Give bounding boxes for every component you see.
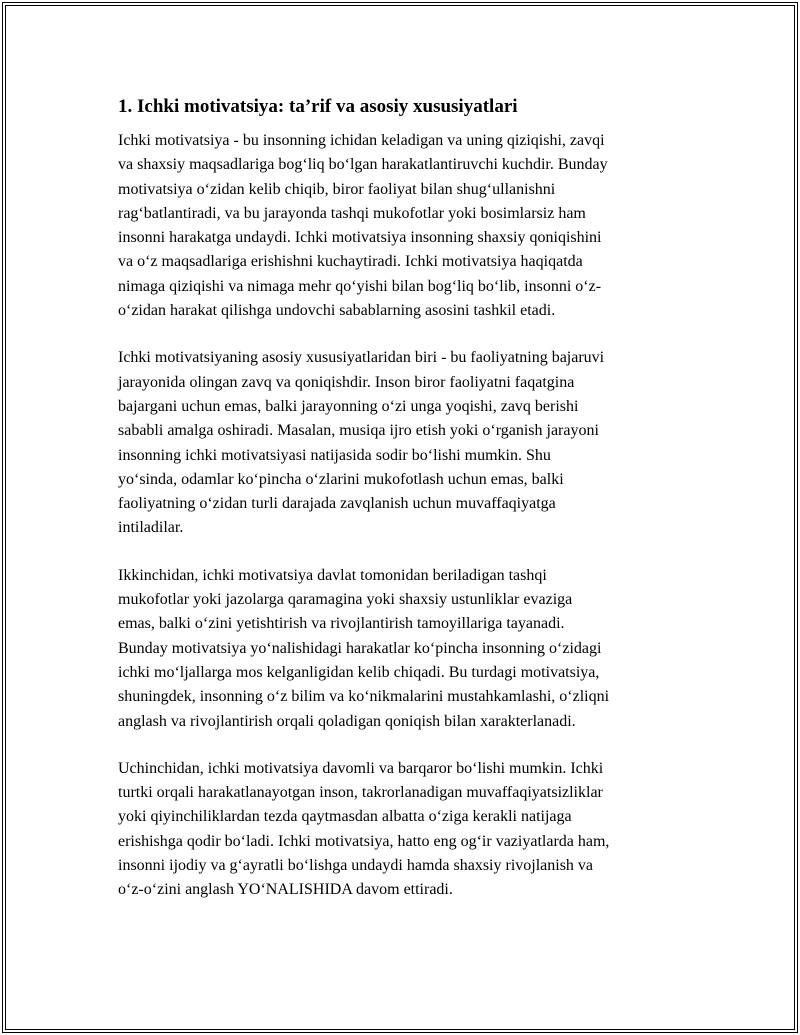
text-line: erishishga qodir bo‘ladi. Ichki motivatsiya, hatto eng og‘ir vaziyatlarda ham, xyxy=(118,832,610,850)
text-line: ichki mo‘ljallarga mos kelganligidan kelib chiqadi. Bu turdagi motivatsiya, xyxy=(118,663,600,681)
text-line: insonning ichki motivatsiyasi natijasida sodir bo‘lishi mumkin. Shu xyxy=(118,446,551,464)
paragraph-2 xyxy=(118,346,686,540)
text-line: insonni ijodiy va g‘ayratli bo‘lishga undaydi hamda shaxsiy rivojlanish va xyxy=(118,857,594,875)
text-line: motivatsiya o‘zidan kelib chiqib, biror faoliyat bilan shug‘ullanishni xyxy=(118,180,556,198)
paragraph-1 xyxy=(118,129,686,323)
text-line: shuningdek, insonning o‘z bilim va ko‘nikmalarini mustahkamlashi, o‘zliqni xyxy=(118,688,610,706)
text-line: va shaxsiy maqsadlariga bog‘liq bo‘lgan harakatlantiruvchi kuchdir. Bunday xyxy=(118,156,608,174)
text-line: Ichki motivatsiyaning asosiy xususiyatlaridan biri - bu faoliyatning bajaruvi xyxy=(118,349,605,367)
text-line: jarayonida olingan zavq va qoniqishdir. Inson biror faoliyatni faqatgina xyxy=(118,373,575,391)
text-line: emas, balki o‘zini yetishtirish va rivojlantirish tamoyillariga tayanadi. xyxy=(118,615,565,633)
text-line: bajargani uchun emas, balki jarayonning o‘zi unga yoqishi, zavq berishi xyxy=(118,397,579,415)
text-line: Bunday motivatsiya yo‘nalishidagi harakatlar ko‘pincha insonning o‘zidagi xyxy=(118,639,602,657)
text-line: anglash va rivojlantirish orqali qoladigan qoniqish bilan xarakterlanadi. xyxy=(118,712,576,730)
paragraph-3 xyxy=(118,564,686,734)
text-line: Ichki motivatsiya - bu insonning ichidan keladigan va uning qiziqishi, zavqi xyxy=(118,132,605,149)
text-line: yo‘sinda, odamlar ko‘pincha o‘zlarini mukofotlash uchun emas, balki xyxy=(118,470,564,488)
text-line: va o‘z maqsadlariga erishishni kuchaytiradi. Ichki motivatsiya haqiqatda xyxy=(118,253,583,271)
text-line: Uchinchidan, ichki motivatsiya davomli va barqaror bo‘lishi mumkin. Ichki xyxy=(118,759,604,777)
document-body xyxy=(118,94,686,926)
text-line: rag‘batlantiradi, va bu jarayonda tashqi mukofotlar yoki bosimlarsiz ham xyxy=(118,204,586,222)
text-line: Ikkinchidan, ichki motivatsiya davlat tomonidan beriladigan tashqi xyxy=(118,566,547,584)
text-line: insonni harakatga undaydi. Ichki motivatsiya insonning shaxsiy qoniqishini xyxy=(118,229,602,247)
text-line: o‘z-o‘zini anglash YO‘NALISHIDA davom ettiradi. xyxy=(118,881,453,899)
text-line: mukofotlar yoki jazolarga qaramagina yoki shaxsiy ustunliklar evaziga xyxy=(118,591,573,609)
text-line: faoliyatning o‘zidan turli darajada zavqlanish uchun muvaffaqiyatga xyxy=(118,495,556,513)
text-line: nimaga qiziqishi va nimaga mehr qo‘yishi bilan bog‘liq bo‘lib, insonni o‘z- xyxy=(118,277,602,295)
text-line: yoki qiyinchiliklardan tezda qaytmasdan albatta o‘ziga kerakli natijaga xyxy=(118,808,572,826)
text-line: o‘zidan harakat qilishga undovchi sabablarning asosini tashkil etadi. xyxy=(118,302,556,320)
text-line: sababli amalga oshiradi. Masalan, musiqa ijro etish yoki o‘rganish jarayoni xyxy=(118,422,599,440)
text-line: turtki orqali harakatlanayotgan inson, takrorlanadigan muvaffaqiyatsizliklar xyxy=(118,784,603,802)
text-line: intiladilar. xyxy=(118,519,184,537)
section-heading: 1. Ichki motivatsiya: ta’rif va asosiy xususiyatlari xyxy=(118,96,518,117)
paragraph-4 xyxy=(118,757,686,903)
